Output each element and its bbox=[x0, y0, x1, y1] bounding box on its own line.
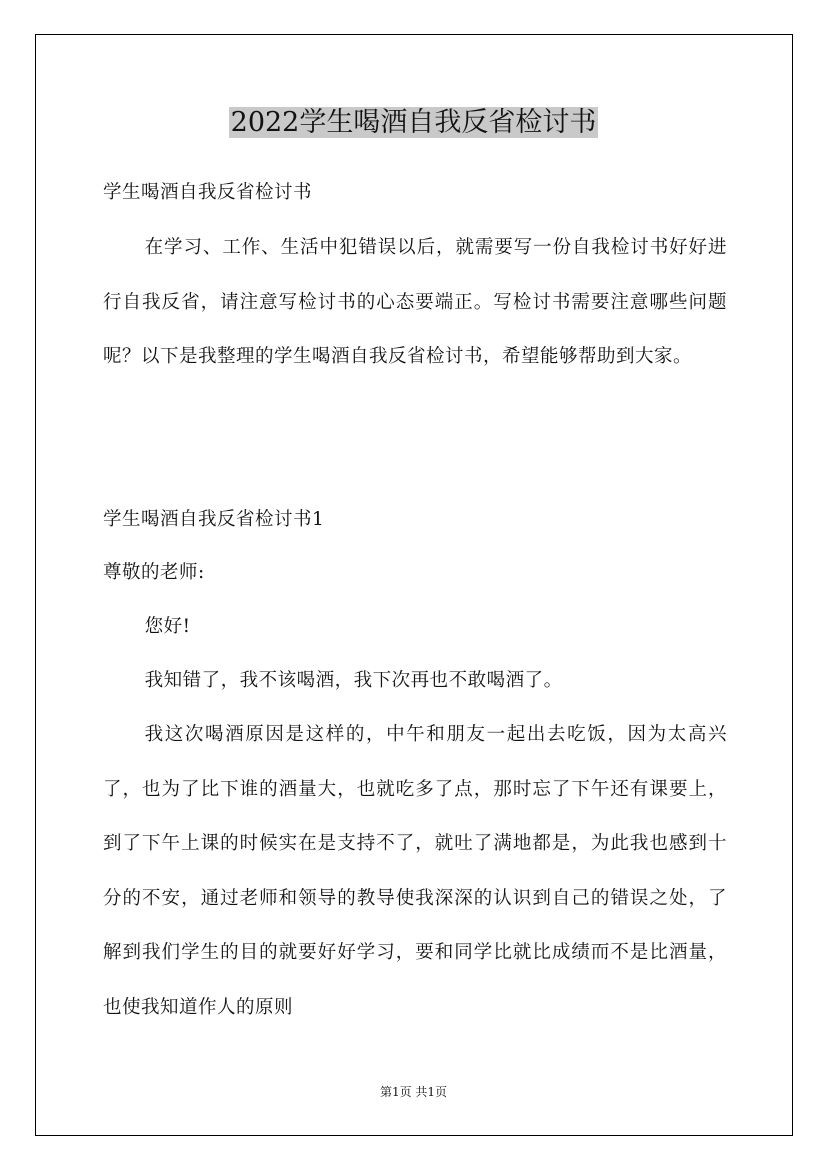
intro-paragraph: 在学习、工作、生活中犯错误以后，就需要写一份自我检讨书好好进行自我反省，请注意写检讨书的心态要端正。写检讨书需要注意哪些问题呢？以下是我整理的学生喝酒自我反省检讨书，希望能够帮助到大家。 bbox=[103, 237, 727, 367]
subtitle: 学生喝酒自我反省检讨书 bbox=[103, 182, 313, 203]
greeting: 您好! bbox=[144, 616, 191, 637]
paragraph-1: 我知错了，我不该喝酒，我下次再也不敢喝酒了。 bbox=[144, 670, 563, 691]
section-title: 学生喝酒自我反省检讨书1 bbox=[103, 509, 325, 530]
document-title-text: 2022学生喝酒自我反省检讨书 bbox=[230, 107, 597, 138]
page-footer: 第1页 共1页 bbox=[379, 1085, 448, 1099]
document-title bbox=[0, 98, 827, 148]
paragraph-2: 我这次喝酒原因是这样的，中午和朋友一起出去吃饭，因为太高兴了，也为了比下谁的酒量大，也就吃多了点，那时忘了下午还有课要上，到了下午上课的时候实在是支持不了，就吐了满地都是，为此我也感到十分的不安，通过老师和领导的教导使我深深的认识到自己的错误之处，了解到我们学生的目的就要好好学习，要和同学比就比成绩而不是比酒量，也使我知道作人的原则 bbox=[103, 724, 727, 1018]
salutation: 尊敬的老师: bbox=[103, 562, 205, 583]
